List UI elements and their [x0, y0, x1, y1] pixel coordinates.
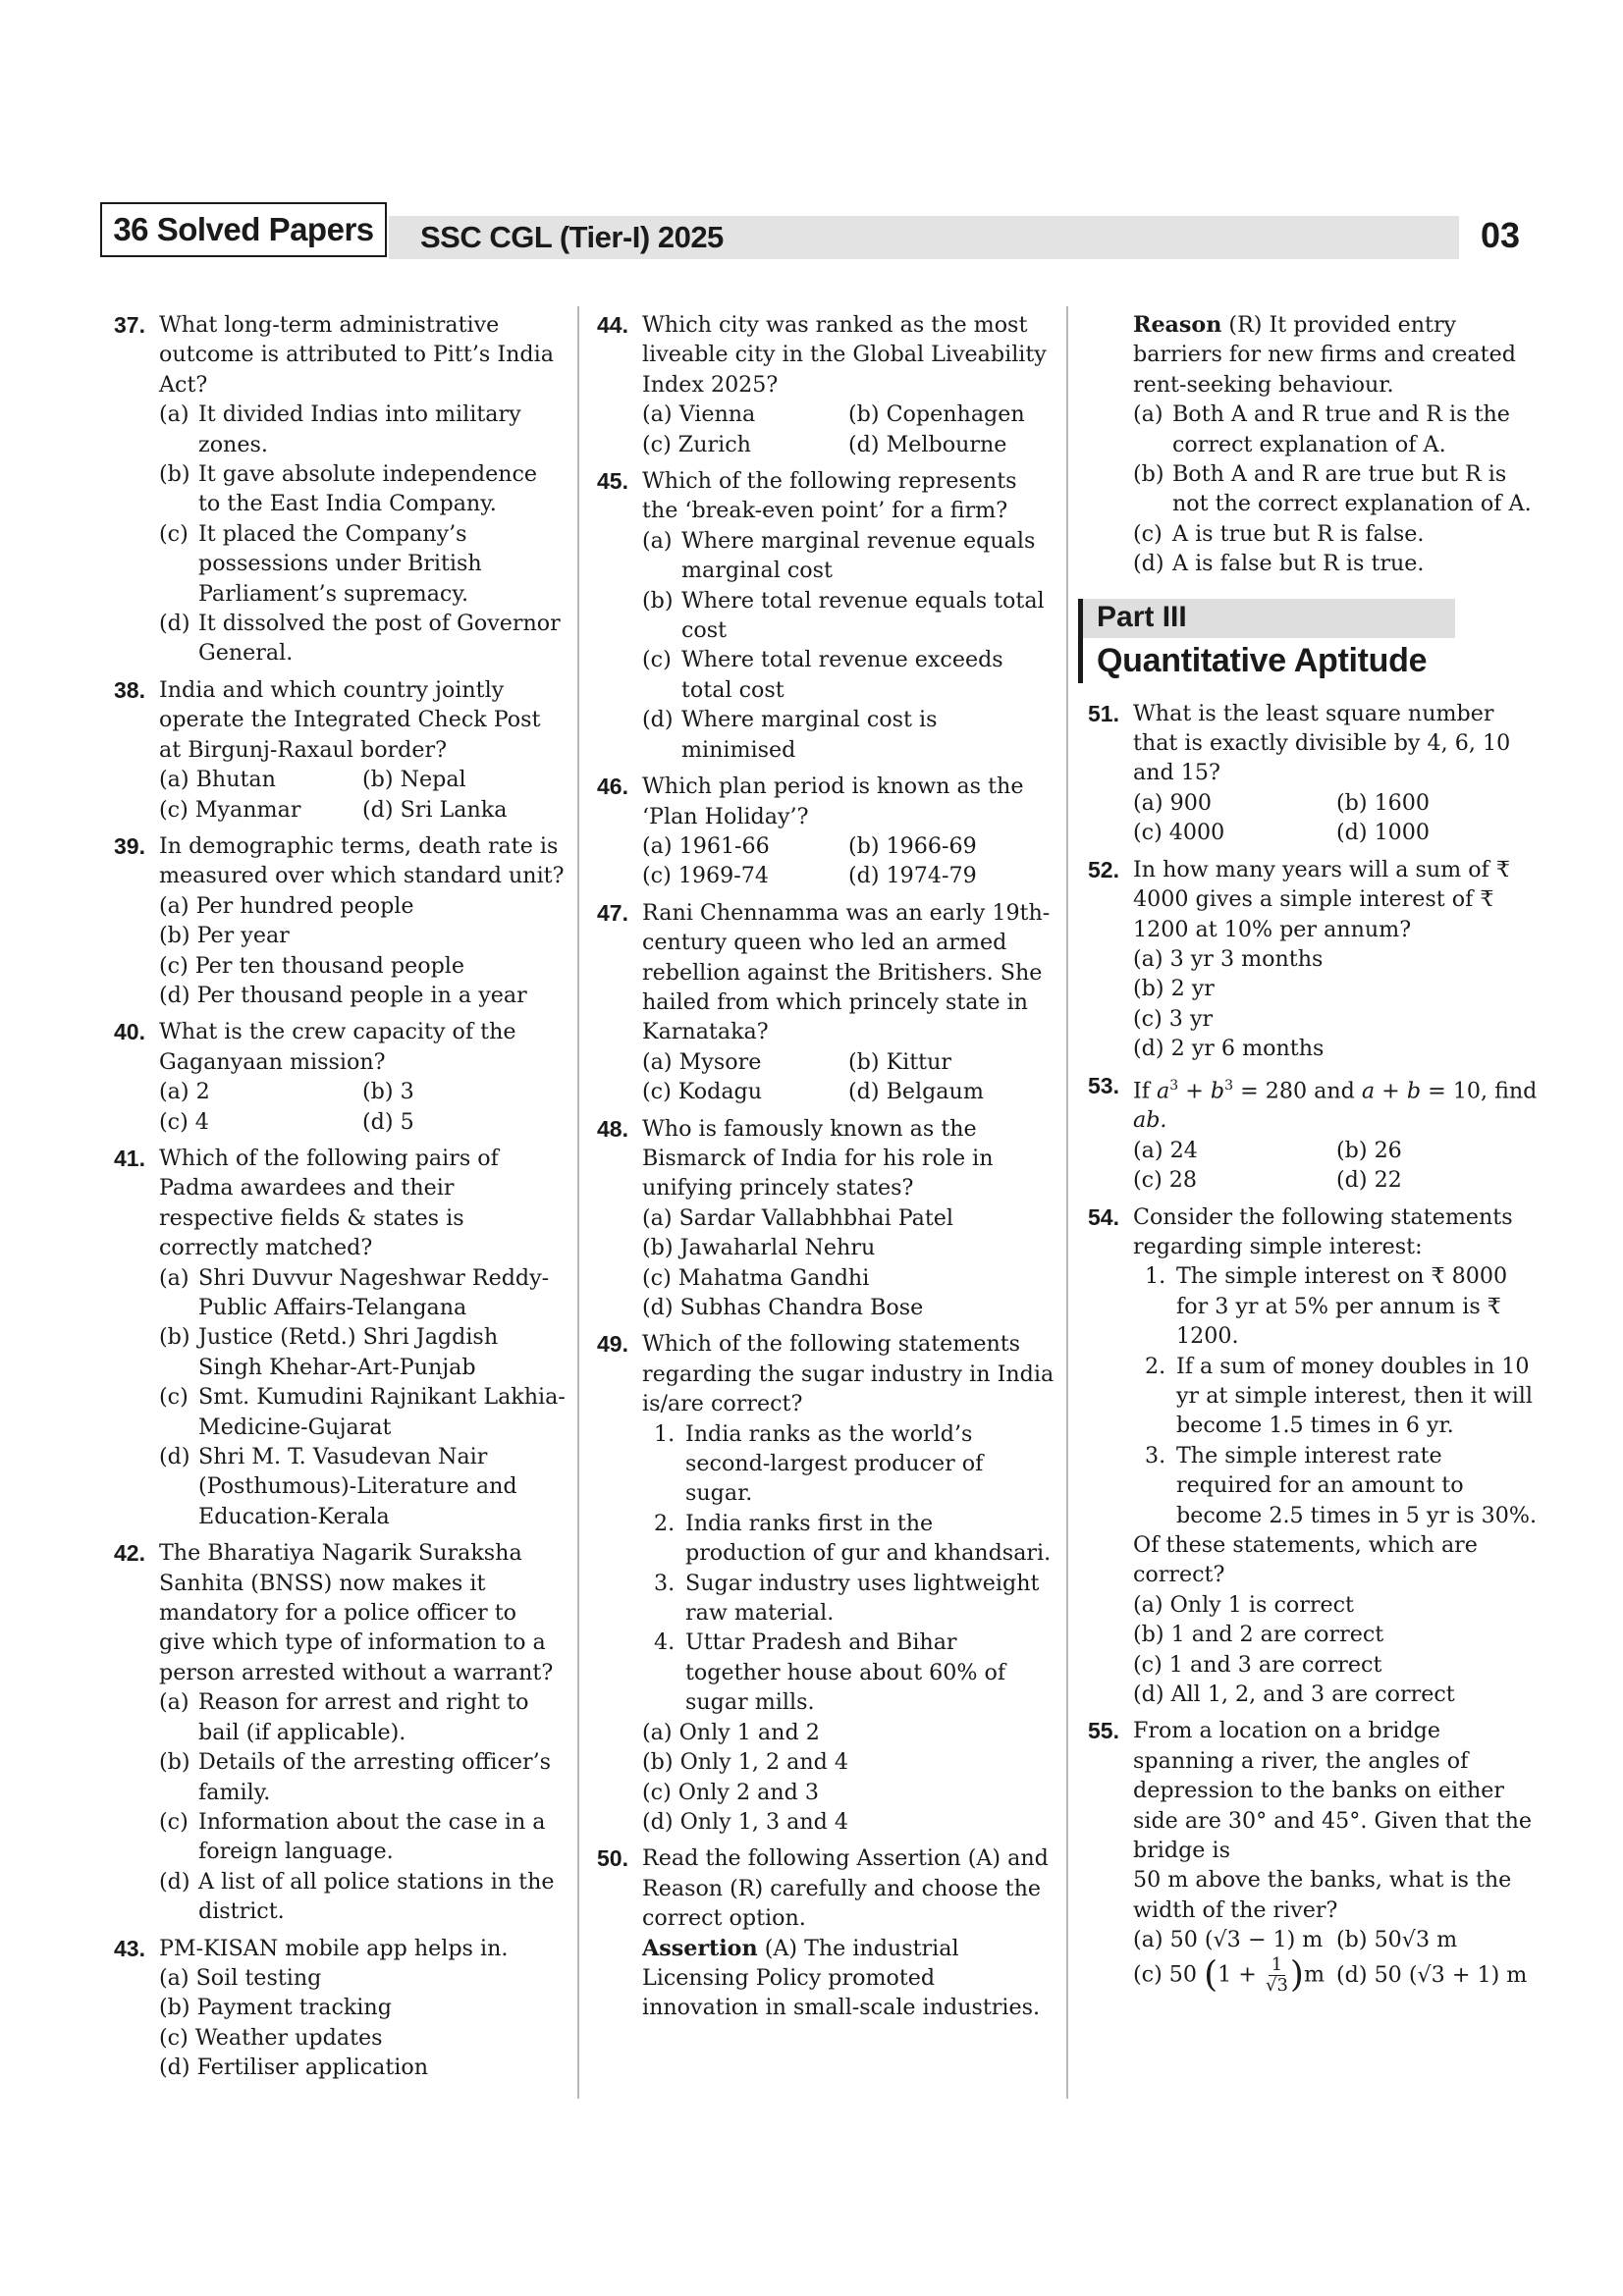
option: (c) Information about the case in a foreign language. — [159, 1808, 546, 1865]
page-number: 03 — [1480, 215, 1521, 255]
question-43: 43. PM-KISAN mobile app helps in. (a) Soil testing (b) Payment tracking (c) Weather updates (d) Fertiliser application — [114, 1934, 566, 2083]
question-text: If $a^3 + b^3 = 280$ and a + b = 10, find ab. — [1133, 1077, 1538, 1134]
question-text: What is the crew capacity of the Gaganyaan mission? — [159, 1019, 516, 1075]
option: (d) Per thousand people in a year — [159, 982, 527, 1008]
option: (d) Fertiliser application — [159, 2055, 429, 2081]
option: (c) Mahatma Gandhi — [642, 1264, 870, 1291]
option: (d) Where marginal cost is minimised — [642, 707, 938, 763]
option: (a) 50 (√3 − 1) m — [1133, 1927, 1324, 1953]
statement: 2. If a sum of money doubles in 10 yr at simple interest, then it will become 1.5 times in 6 yr. — [1145, 1353, 1533, 1439]
question-text: Rani Chennamma was an early 19th-century queen who led an armed rebellion against the Britishers. She hailed from which princely state in Karnataka? — [642, 899, 1051, 1045]
question-55: 55. From a location on a bridge spanning a river, the angles of depression to the banks on either side are 30° and 45°. Given that the bridge is 50 m above the banks, what is the width of the river? (a) 50 (√3 − 1) m (b) 50√3 m (c) 50 (1 + $\frac{1}{√3}$ )m (d) 50 (√3 + 1) m — [1088, 1716, 1540, 1995]
option: (d) A list of all police stations in the district. — [159, 1868, 555, 1925]
option: (a) Soil testing — [159, 1964, 322, 1991]
option: (b) Both A and R are true but R is not the correct explanation of A. — [1133, 461, 1532, 517]
question-text: Who is famously known as the Bismarck of India for his role in unifying princely states? — [642, 1115, 994, 1201]
option: (b) Kittur — [848, 1048, 951, 1075]
option: (d) All 1, 2, and 3 are correct — [1133, 1682, 1455, 1708]
option: (b) 50√3 m — [1336, 1927, 1458, 1953]
assertion: Assertion (A) The industrial Licensing Policy promoted innovation in small-scale industries. — [642, 1935, 1041, 2021]
option: (b) It gave absolute independence to the East India Company. — [159, 461, 538, 517]
option: (b) Copenhagen — [848, 401, 1025, 428]
part-tag: Part III — [1078, 599, 1455, 638]
column-2 — [597, 310, 1055, 2030]
option: (a) Mysore — [642, 1048, 762, 1075]
question-46: 46. Which plan period is known as the ‘Plan Holiday’? (a) 1961-66 (b) 1966-69 (c) 1969-74 (d) 1974-79 — [597, 772, 1055, 891]
question-42: 42. The Bharatiya Nagarik Suraksha Sanhita (BNSS) now makes it mandatory for a police officer to give which type of information to a person arrested without a warrant? (a) Reason for arrest and right to bail (if applicable). (b) Details of the arresting officer’s family. (c) Information about the case in a foreign language. (d) A list of all police stations in the district. — [114, 1538, 566, 1926]
question-text: The Bharatiya Nagarik Suraksha Sanhita (BNSS) now makes it mandatory for a police officer to give which type of information to a person arrested without a warrant? — [159, 1540, 554, 1685]
option: (c) 50 (1 + $\frac{1}{√3}$ )m — [1133, 1953, 1325, 1996]
question-text: India and which country jointly operate the Integrated Check Post at Birgunj-Raxaul border? — [159, 676, 541, 763]
option: (a) It divided Indias into military zones. — [159, 401, 521, 457]
question-text: What long-term administrative outcome is attributed to Pitt’s India Act? — [159, 312, 554, 398]
option: (b) Details of the arresting officer’s family. — [159, 1749, 552, 1805]
question-text: Consider the following statements regarding simple interest: — [1133, 1203, 1513, 1259]
question-54: 54. Consider the following statements regarding simple interest: 1. The simple interest on ₹ 8000 for 3 yr at 5% per annum is ₹ 1200. 2. If a sum of money doubles in 10 yr at simple interest, then it will become 1.5 times in 6 yr. 3. The simple interest rate required for an amount to become 2.5 times in 5 yr is 30%. Of these statements, which are correct? (a) Only 1 is correct (b) 1 and 2 are correct (c) 1 and 3 are correct (d) All 1, 2, and 3 are correct — [1088, 1202, 1540, 1710]
option: (b) Justice (Retd.) Shri Jagdish Singh Khehar-Art-Punjab — [159, 1324, 499, 1380]
option: (c) Kodagu — [642, 1079, 763, 1105]
question-53: 53. If $a^3 + b^3 = 280$ and a + b = 10, find ab. (a) 24 (b) 26 (c) 28 (d) 22 — [1088, 1071, 1540, 1196]
option: (d) It dissolved the post of Governor General. — [159, 611, 561, 667]
option: (c) A is true but R is false. — [1133, 520, 1425, 547]
question-52: 52. In how many years will a sum of ₹ 4000 gives a simple interest of ₹ 1200 at 10% per annum? (a) 3 yr 3 months (b) 2 yr (c) 3 yr (d) 2 yr 6 months — [1088, 855, 1540, 1064]
question-text: In demographic terms, death rate is measured over which standard unit? — [159, 832, 565, 889]
question-50: 50. Read the following Assertion (A) and Reason (R) carefully and choose the correct option. Assertion (A) The industrial Licensing Policy promoted innovation in small-scale industries. — [597, 1843, 1055, 2022]
question-text: Read the following Assertion (A) and Reason (R) carefully and choose the correct option. — [642, 1845, 1049, 1932]
option: (b) 1600 — [1336, 789, 1431, 816]
option: (b) 1 and 2 are correct — [1133, 1622, 1384, 1648]
option: (c) Per ten thousand people — [159, 952, 465, 979]
option: (b) Per year — [159, 923, 290, 949]
option: (a) Bhutan — [159, 767, 276, 793]
question-47: 47. Rani Chennamma was an early 19th-century queen who led an armed rebellion against the Britishers. She hailed from which princely state in Karnataka? (a) Mysore (b) Kittur (c) Kodagu (d) Belgaum — [597, 898, 1055, 1107]
question-tail: Of these statements, which are correct? — [1133, 1532, 1478, 1588]
option: (c) 4000 — [1133, 820, 1225, 846]
question-text: Which plan period is known as the ‘Plan Holiday’? — [642, 774, 1024, 829]
statement: 3. The simple interest rate required for an amount to become 2.5 times in 5 yr is 30%. — [1145, 1442, 1538, 1528]
question-45: 45. Which of the following represents the ‘break-even point’ for a firm? (a) Where marginal revenue equals marginal cost (b) Where total revenue equals total cost (c) Where total revenue exceeds total cost (d) Where marginal cost is minimised — [597, 466, 1055, 765]
column-1 — [114, 310, 566, 2090]
option: (b) 26 — [1336, 1137, 1402, 1163]
option: (c) It placed the Company’s possessions under British Parliament’s supremacy. — [159, 520, 482, 607]
question-text: PM-KISAN mobile app helps in. — [159, 1935, 509, 1961]
option: (d) Melbourne — [848, 431, 1007, 457]
option: (d) Only 1, 3 and 4 — [642, 1808, 849, 1835]
option: (a) Only 1 is correct — [1133, 1591, 1354, 1618]
option: (b) 1966-69 — [848, 832, 977, 859]
statement: 2. India ranks first in the production of gur and khandsari. — [654, 1510, 1052, 1567]
option: (a) 24 — [1133, 1137, 1198, 1163]
statement: 1. The simple interest on ₹ 8000 for 3 yr at 5% per annum is ₹ 1200. — [1145, 1263, 1508, 1350]
option: (c) 3 yr — [1133, 1005, 1214, 1032]
statement: 3. Sugar industry uses lightweight raw material. — [654, 1570, 1040, 1627]
option: (a) Both A and R true and R is the correct explanation of A. — [1133, 401, 1510, 457]
question-text: Which of the following pairs of Padma awardees and their respective fields & states is correctly matched? — [159, 1145, 499, 1261]
series-title: 36 Solved Papers — [100, 202, 387, 257]
option: (c) Myanmar — [159, 796, 301, 823]
option: (b) Payment tracking — [159, 1995, 392, 2021]
option: (a) Only 1 and 2 — [642, 1719, 820, 1745]
option: (d) Belgaum — [848, 1079, 984, 1105]
option: (a) 900 — [1133, 789, 1212, 816]
statement: 4. Uttar Pradesh and Bihar together house about 60% of sugar mills. — [654, 1629, 1006, 1716]
column-3 — [1088, 310, 1540, 2002]
option: (d) Subhas Chandra Bose — [642, 1295, 924, 1320]
option: (c) 1969-74 — [642, 863, 769, 889]
option: (a) Where marginal revenue equals marginal cost — [642, 527, 1036, 584]
option: (c) 28 — [1133, 1167, 1198, 1194]
question-44: 44. Which city was ranked as the most liveable city in the Global Liveability Index 2025? (a) Vienna (b) Copenhagen (c) Zurich (d) Melbourne — [597, 310, 1055, 459]
question-38: 38. India and which country jointly operate the Integrated Check Post at Birgunj-Raxaul border? (a) Bhutan (b) Nepal (c) Myanmar (d) Sri Lanka — [114, 675, 566, 825]
option: (c) Where total revenue exceeds total cost — [642, 647, 1003, 703]
part-title: Quantitative Aptitude — [1078, 638, 1540, 683]
question-50-continued — [1088, 310, 1540, 579]
option: (d) 50 (√3 + 1) m — [1336, 1962, 1528, 1988]
question-41: 41. Which of the following pairs of Padma awardees and their respective fields & states is correctly matched? (a) Shri Duvvur Nageshwar Reddy-Public Affairs-Telangana (b) Justice (Retd.) Shri Jagdish Singh Khehar-Art-Punjab (c) Smt. Kumudini Rajnikant Lakhia-Medicine-Gujarat (d) Shri M. T. Vasudevan Nair (Posthumous)-Literature and Education-Kerala — [114, 1144, 566, 1531]
option: (a) Vienna — [642, 401, 756, 428]
option: (c) Smt. Kumudini Rajnikant Lakhia-Medicine-Gujarat — [159, 1384, 566, 1440]
option: (a) Per hundred people — [159, 892, 414, 919]
option: (d) Sri Lanka — [362, 796, 508, 823]
exam-title: SSC CGL (Tier-I) 2025 — [389, 216, 1459, 259]
option: (c) Weather updates — [159, 2024, 383, 2051]
question-40: 40. What is the crew capacity of the Gaganyaan mission? (a) 2 (b) 3 (c) 4 (d) 5 — [114, 1017, 566, 1137]
column-divider — [1066, 306, 1068, 2099]
option: (a) Sardar Vallabhbhai Patel — [642, 1204, 954, 1231]
option: (b) 3 — [362, 1079, 414, 1105]
option: (a) Shri Duvvur Nageshwar Reddy-Public Affairs-Telangana — [159, 1264, 550, 1320]
question-text: Which of the following statements regarding the sugar industry in India is/are correct? — [642, 1331, 1055, 1417]
option: (c) Zurich — [642, 431, 751, 457]
question-51: 51. What is the least square number that is exactly divisible by 4, 6, 10 and 15? (a) 900 (b) 1600 (c) 4000 (d) 1000 — [1088, 699, 1540, 848]
option: (d) Shri M. T. Vasudevan Nair (Posthumous)-Literature and Education-Kerala — [159, 1444, 517, 1529]
question-49: 49. Which of the following statements regarding the sugar industry in India is/are correct? 1. India ranks as the world’s second-largest producer of sugar. 2. India ranks first in the production of gur and khandsari. 3. Sugar industry uses lightweight raw material. 4. Uttar Pradesh and Bihar together house about 60% of sugar mills. (a) Only 1 and 2 (b) Only 1, 2 and 4 (c) Only 2 and 3 (d) Only 1, 3 and 4 — [597, 1329, 1055, 1837]
question-text: From a location on a bridge spanning a river, the angles of depression to the banks on either side are 30° and 45°. Given that the bridge is — [1133, 1718, 1533, 1864]
option: (c) Only 2 and 3 — [642, 1779, 820, 1805]
option: (a) 1961-66 — [642, 832, 770, 859]
question-48: 48. Who is famously known as the Bismarck of India for his role in unifying princely states? (a) Sardar Vallabhbhai Patel (b) Jawaharlal Nehru (c) Mahatma Gandhi (d) Subhas Chandra Bose — [597, 1114, 1055, 1323]
option: (b) Only 1, 2 and 4 — [642, 1749, 849, 1776]
question-37: 37. What long-term administrative outcome is attributed to Pitt’s India Act? (a) It divided Indias into military zones. (b) It gave absolute independence to the East India Company. (c) It placed the Company’s possessions under British Parliament’s supremacy. (d) It dissolved the post of Governor General. — [114, 310, 566, 668]
option: (d) A is false but R is true. — [1133, 551, 1425, 577]
option: (d) 1000 — [1336, 820, 1431, 846]
question-text-2: 50 m above the banks, what is the width of the river? — [1133, 1867, 1512, 1923]
question-text: In how many years will a sum of ₹ 4000 gives a simple interest of ₹ 1200 at 10% per annum? — [1133, 856, 1511, 942]
option: (a) Reason for arrest and right to bail (if applicable). — [159, 1689, 529, 1745]
question-text: What is the least square number that is exactly divisible by 4, 6, 10 and 15? — [1133, 700, 1511, 786]
option: (b) Where total revenue equals total cost — [642, 587, 1045, 644]
question-text: Which city was ranked as the most liveable city in the Global Liveability Index 2025? — [642, 312, 1047, 398]
column-divider — [577, 306, 579, 2099]
option: (d) 22 — [1336, 1167, 1402, 1194]
reason: Reason (R) It provided entry barriers for new firms and created rent-seeking behaviour. — [1133, 312, 1516, 398]
question-39: 39. In demographic terms, death rate is measured over which standard unit? (a) Per hundred people (b) Per year (c) Per ten thousand people (d) Per thousand people in a year — [114, 831, 566, 1010]
option: (a) 3 yr 3 months — [1133, 945, 1324, 972]
option: (d) 1974-79 — [848, 863, 977, 889]
option: (b) Jawaharlal Nehru — [642, 1235, 876, 1261]
option: (c) 1 and 3 are correct — [1133, 1651, 1382, 1678]
option: (d) 5 — [362, 1108, 414, 1135]
option: (c) 4 — [159, 1108, 209, 1135]
option: (b) Nepal — [362, 767, 466, 793]
question-text: Which of the following represents the ‘break-even point’ for a firm? — [642, 468, 1017, 524]
option: (b) 2 yr — [1133, 976, 1215, 1002]
option: (d) 2 yr 6 months — [1133, 1036, 1325, 1062]
option: (a) 2 — [159, 1079, 210, 1105]
statement: 1. India ranks as the world’s second-largest producer of sugar. — [654, 1420, 984, 1507]
